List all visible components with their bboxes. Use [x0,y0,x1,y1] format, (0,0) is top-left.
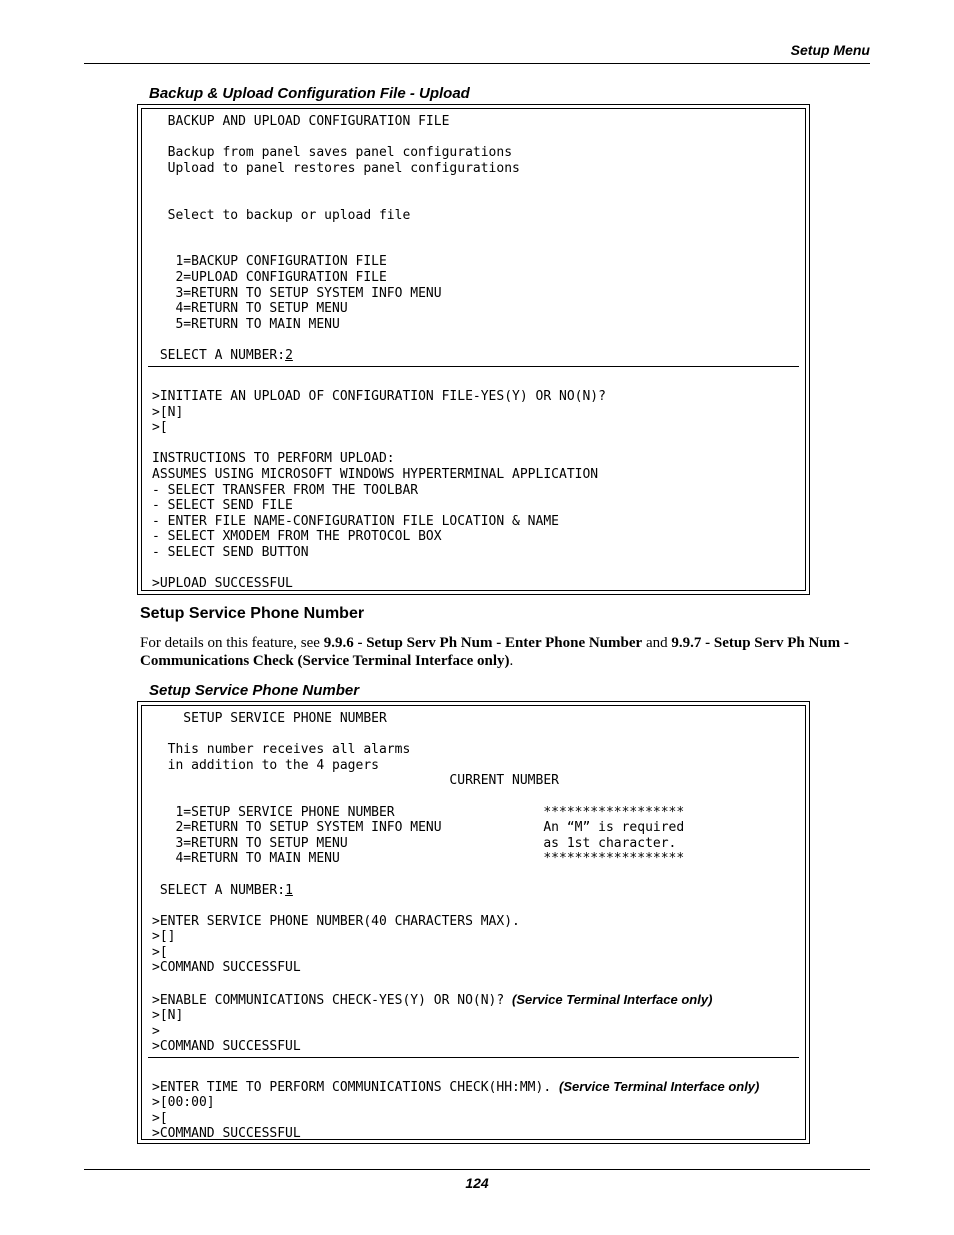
terminal-screen [141,108,806,591]
footer-rule [84,1169,870,1170]
terminal-screen [141,705,806,1140]
terminal-line: >[N] [152,404,184,420]
terminal-line [152,561,606,577]
select-number-line [152,348,293,364]
select-number-line [152,883,293,899]
terminal-line: - SELECT XMODEM FROM THE PROTOCOL BOX [152,529,442,545]
terminal-line: - SELECT SEND BUTTON [152,544,309,560]
terminal-line: 1=SETUP SERVICE PHONE NUMBER ****************** [152,804,685,820]
terminal-line: Select to backup or upload file [152,207,411,223]
terminal-line [152,867,684,883]
header-rule [84,63,870,64]
enable-check-line [152,992,712,1009]
terminal-divider [148,1057,799,1058]
terminal-line: - SELECT TRANSFER FROM THE TOOLBAR [152,482,419,498]
terminal-line: 3=RETURN TO SETUP SYSTEM INFO MENU [152,285,442,301]
terminal-line: ASSUMES USING MICROSOFT WINDOWS HYPERTERMINAL APPLICATION [152,466,599,482]
terminal-line: SETUP SERVICE PHONE NUMBER [152,711,387,726]
terminal-text-after-enable [152,1008,301,1055]
page-number: 124 [465,1175,489,1191]
figure-caption-service-phone: Setup Service Phone Number [149,682,360,699]
cross-reference-2: 9.9.7 - Setup Serv Ph Num - Communications Check (Service Terminal Interface only) [140,635,849,669]
para-text: and [642,635,672,651]
terminal-line: in addition to the 4 pagers [152,757,379,773]
terminal-line: >[ [152,1110,168,1126]
terminal-line: CURRENT NUMBER [152,773,559,789]
select-prompt: SELECT A NUMBER: [152,883,286,898]
select-value: 1 [285,883,293,898]
section-title: Setup Service Phone Number [140,605,365,622]
terminal-frame-service-phone [137,701,810,1144]
terminal-text-mid [152,898,520,992]
terminal-line: 5=RETURN TO MAIN MENU [152,316,340,332]
para-text: For details on this feature, see [140,635,324,651]
terminal-line: >COMMAND SUCCESSFUL [152,1126,301,1142]
running-head: Setup Menu [790,42,870,58]
terminal-line [152,727,684,743]
terminal-line [152,436,606,452]
terminal-line: Backup from panel saves panel configurations [152,145,513,161]
select-value: 2 [285,348,293,363]
terminal-line: Upload to panel restores panel configurations [152,160,520,176]
terminal-line: >[] [152,929,176,945]
terminal-line: >COMMAND SUCCESSFUL [152,960,301,976]
terminal-text-top [152,711,684,883]
terminal-line: >[00:00] [152,1095,215,1110]
terminal-line: INSTRUCTIONS TO PERFORM UPLOAD: [152,451,395,467]
terminal-line [152,976,520,992]
terminal-line: >COMMAND SUCCESSFUL [152,1039,301,1055]
time-check-note: (Service Terminal Interface only) [559,1079,760,1094]
terminal-line [152,223,520,239]
terminal-line: 4=RETURN TO MAIN MENU ****************** [152,851,685,867]
terminal-line: BACKUP AND UPLOAD CONFIGURATION FILE [152,114,450,129]
terminal-line: 3=RETURN TO SETUP MENU as 1st character. [152,835,677,851]
figure-caption-backup-upload: Backup & Upload Configuration File - Upload [149,85,470,102]
terminal-frame-backup-upload [137,104,810,595]
terminal-line [152,192,520,208]
terminal-line [152,130,520,146]
terminal-line: >ENTER SERVICE PHONE NUMBER(40 CHARACTERS MAX). [152,913,520,929]
cross-reference-1: 9.9.6 - Setup Serv Ph Num - Enter Phone Number [323,635,643,651]
terminal-line: >UPLOAD SUCCESSFUL [152,576,293,592]
terminal-line [152,789,684,805]
terminal-line [152,898,520,914]
para-text: . [509,653,514,669]
time-check-prompt: >ENTER TIME TO PERFORM COMMUNICATIONS CHECK(HH:MM). [152,1080,559,1095]
terminal-line [152,332,520,348]
terminal-line: 4=RETURN TO SETUP MENU [152,301,348,317]
terminal-line: >INITIATE AN UPLOAD OF CONFIGURATION FILE-YES(Y) OR NO(N)? [152,389,606,404]
terminal-text-top [152,114,520,348]
terminal-text-bottom [152,389,606,592]
section-paragraph [140,634,850,670]
terminal-line: 2=UPLOAD CONFIGURATION FILE [152,269,387,285]
terminal-line: - ENTER FILE NAME-CONFIGURATION FILE LOCATION & NAME [152,513,559,529]
terminal-line: >[N] [152,1008,184,1023]
terminal-line: >[ [152,420,168,436]
terminal-text-end [152,1095,301,1142]
terminal-line: > [152,1023,160,1039]
select-prompt: SELECT A NUMBER: [152,348,286,363]
time-check-line [152,1079,759,1096]
terminal-line: >[ [152,944,168,960]
terminal-line: 1=BACKUP CONFIGURATION FILE [152,254,387,270]
terminal-line: 2=RETURN TO SETUP SYSTEM INFO MENU An “M” is required [152,820,685,836]
terminal-divider [148,366,799,367]
terminal-line: This number receives all alarms [152,742,411,758]
enable-check-note: (Service Terminal Interface only) [512,992,713,1007]
terminal-line [152,239,520,255]
enable-check-prompt: >ENABLE COMMUNICATIONS CHECK-YES(Y) OR NO(N)? [152,993,513,1008]
terminal-line: - SELECT SEND FILE [152,498,293,514]
terminal-line [152,176,520,192]
